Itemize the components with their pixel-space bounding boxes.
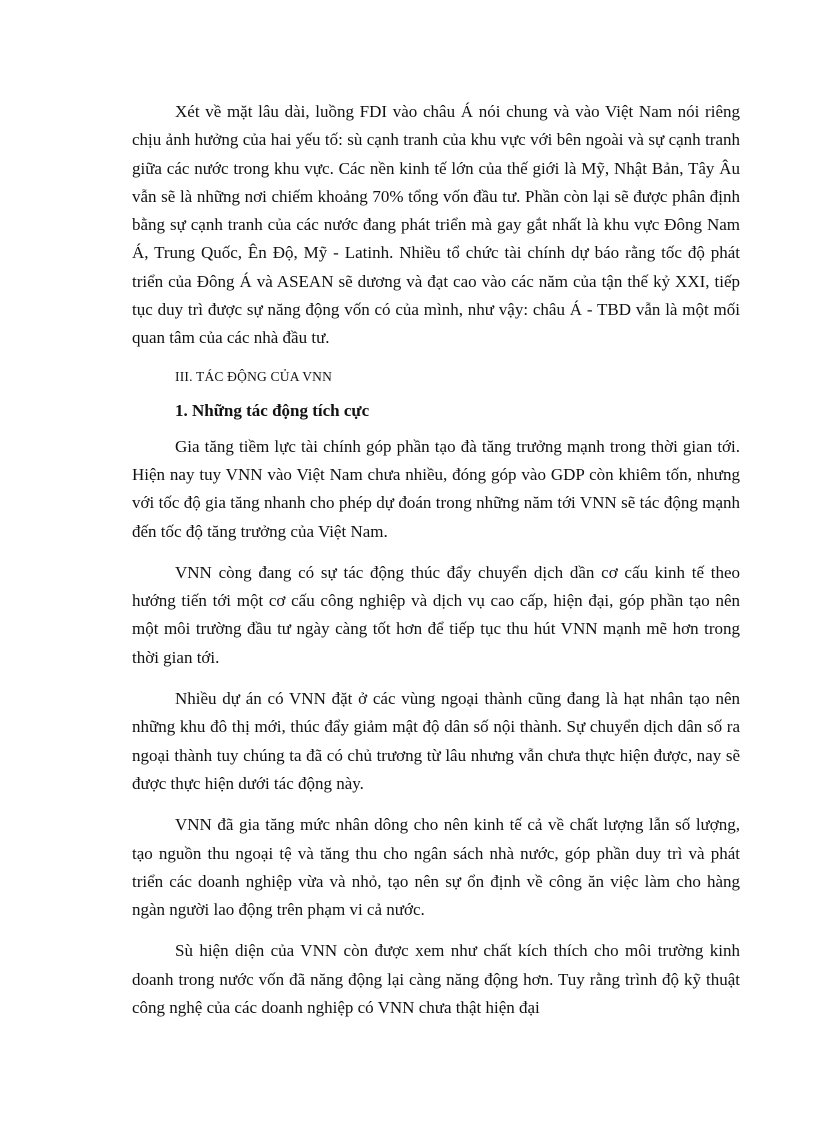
sub-heading: 1. Những tác động tích cực	[175, 400, 370, 420]
body-paragraph: Gia tăng tiềm lực tài chính góp phần tạo đà tăng trưởng mạnh trong thời gian tới. Hiện nay tuy VNN vào Việt Nam chưa nhiều, đóng góp vào GDP còn khiêm tốn, nhưng với tốc độ gia tăng nhanh cho phép dự đoán trong những năm tới VNN sẽ tác động mạnh đến tốc độ tăng trưởng của Việt Nam.	[132, 436, 740, 541]
body-paragraph: Sù hiện diện của VNN còn được xem như chất kích thích cho môi trường kinh doanh trong nước vốn đã năng động lại càng năng động hơn. Tuy rằng trình độ kỹ thuật công nghệ của các doanh nghiệp có VNN chưa thật hiện đại	[132, 941, 740, 1018]
document-body	[132, 98, 740, 1035]
section-heading: III. TÁC ĐỘNG CỦA VNN	[175, 368, 333, 384]
body-paragraph: VNN còng đang có sự tác động thúc đẩy chuyển dịch dần cơ cấu kinh tế theo hướng tiến tới một cơ cấu công nghiệp và dịch vụ cao cấp, hiện đại, góp phần tạo nên một môi trường đầu tư ngày càng tốt hơn để tiếp tục thu hút VNN mạnh mẽ hơn trong thời gian tới.	[132, 562, 740, 667]
intro-paragraph: Xét về mặt lâu dài, luồng FDI vào châu Á nói chung và vào Việt Nam nói riêng chịu ảnh hưởng của hai yếu tố: sù cạnh tranh của khu vực với bên ngoài và sự cạnh tranh giữa các nước trong khu vực. Các nền kinh tế lớn của thế giới là Mỹ, Nhật Bản, Tây Âu vẫn sẽ là những nơi chiếm khoảng 70% tổng vốn đầu tư. Phần còn lại sẽ được phân định bằng sự cạnh tranh của các nước đang phát triển mà gay gắt nhất là khu vực Đông Nam Á, Trung Quốc, Ên Độ, Mỹ - Latinh. Nhiều tổ chức tài chính dự báo rằng tốc độ phát triển của Đông Á và ASEAN sẽ dương và đạt cao vào các năm của tận thế kỷ XXI, tiếp tục duy trì được sự năng động vốn có của mình, như vậy: châu Á - TBD vẫn là một mối quan tâm của các nhà đầu tư.	[132, 102, 740, 348]
body-paragraph: Nhiều dự án có VNN đặt ở các vùng ngoại thành cũng đang là hạt nhân tạo nên những khu đô thị mới, thúc đẩy giảm mật độ dân số nội thành. Sự chuyển dịch dân số ra ngoại thành tuy chúng ta đã có chủ trương từ lâu nhưng vẫn chưa thực hiện được, nay sẽ được thực hiện dưới tác động này.	[132, 689, 740, 793]
body-paragraph: VNN đã gia tăng mức nhân dông cho nên kinh tế cả về chất lượng lẫn số lượng, tạo nguồn thu ngoại tệ và tăng thu cho ngân sách nhà nước, góp phần duy trì và phát triển các doanh nghiệp vừa và nhỏ, tạo nên sự ổn định về công ăn việc làm cho hàng ngàn người lao động trên phạm vi cả nước.	[132, 815, 740, 920]
